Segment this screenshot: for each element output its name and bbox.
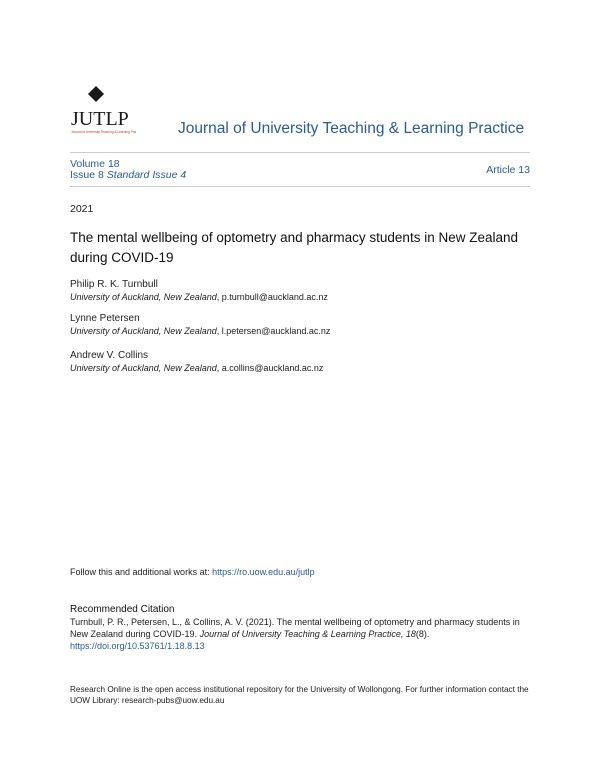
author-affiliation xyxy=(70,326,330,337)
author-affiliation xyxy=(70,363,323,374)
affiliation-text: University of Auckland, New Zealand xyxy=(70,326,217,336)
affiliation-text: University of Auckland, New Zealand xyxy=(70,363,217,373)
volume-link[interactable]: Volume 18 xyxy=(70,158,120,170)
author-affiliation xyxy=(70,292,328,303)
repository-footer: Research Online is the open access institutional repository for the University of Wollongong. For further information contact the UOW Library: research-pubs@uow.edu.au xyxy=(70,685,529,705)
citation-part2: (8). xyxy=(415,629,430,639)
article-number[interactable]: Article 13 xyxy=(486,164,530,176)
logo-diamond-icon xyxy=(88,86,104,102)
citation-part1: Turnbull, P. R., Petersen, L., & Collins, A. V. (2021). The mental wellbeing of optometry and pharmacy students in New Zealand during COVID-19. xyxy=(70,617,520,639)
doi-link[interactable]: https://doi.org/10.53761/1.18.8.13 xyxy=(70,641,205,651)
publication-year: 2021 xyxy=(70,203,94,215)
issue-italic: Standard Issue 4 xyxy=(106,169,187,181)
citation-journal: Journal of University Teaching & Learning Practice, 18 xyxy=(199,629,416,639)
affiliation-text: University of Auckland, New Zealand xyxy=(70,292,217,302)
citation-text xyxy=(70,616,540,652)
author-name: Philip R. K. Turnbull xyxy=(70,279,158,290)
follow-line xyxy=(70,567,315,577)
issue-prefix: Issue 8 xyxy=(70,169,107,181)
paper-title: The mental wellbeing of optometry and pharmacy students in New Zealand during COVID-19 xyxy=(70,230,518,265)
journal-title[interactable]: Journal of University Teaching & Learning Practice xyxy=(178,120,525,137)
follow-text: Follow this and additional works at: xyxy=(70,567,213,577)
author-email[interactable]: , a.collins@auckland.ac.nz xyxy=(216,363,324,373)
header-divider-top xyxy=(70,152,530,153)
citation-heading: Recommended Citation xyxy=(70,604,175,615)
author-name: Lynne Petersen xyxy=(70,313,140,324)
follow-link[interactable]: https://ro.uow.edu.au/jutlp xyxy=(212,567,315,577)
jutlp-logo xyxy=(66,80,136,138)
author-email[interactable]: , p.turnbull@auckland.ac.nz xyxy=(216,292,328,302)
header-divider-bottom xyxy=(70,186,530,187)
author-name: Andrew V. Collins xyxy=(70,350,149,361)
author-email[interactable]: , l.petersen@auckland.ac.nz xyxy=(216,326,331,336)
issue-link[interactable] xyxy=(70,169,186,181)
logo-tagline: Journal of University Teaching & Learning Practice xyxy=(71,130,136,134)
logo-text: JUTLP xyxy=(71,108,129,130)
